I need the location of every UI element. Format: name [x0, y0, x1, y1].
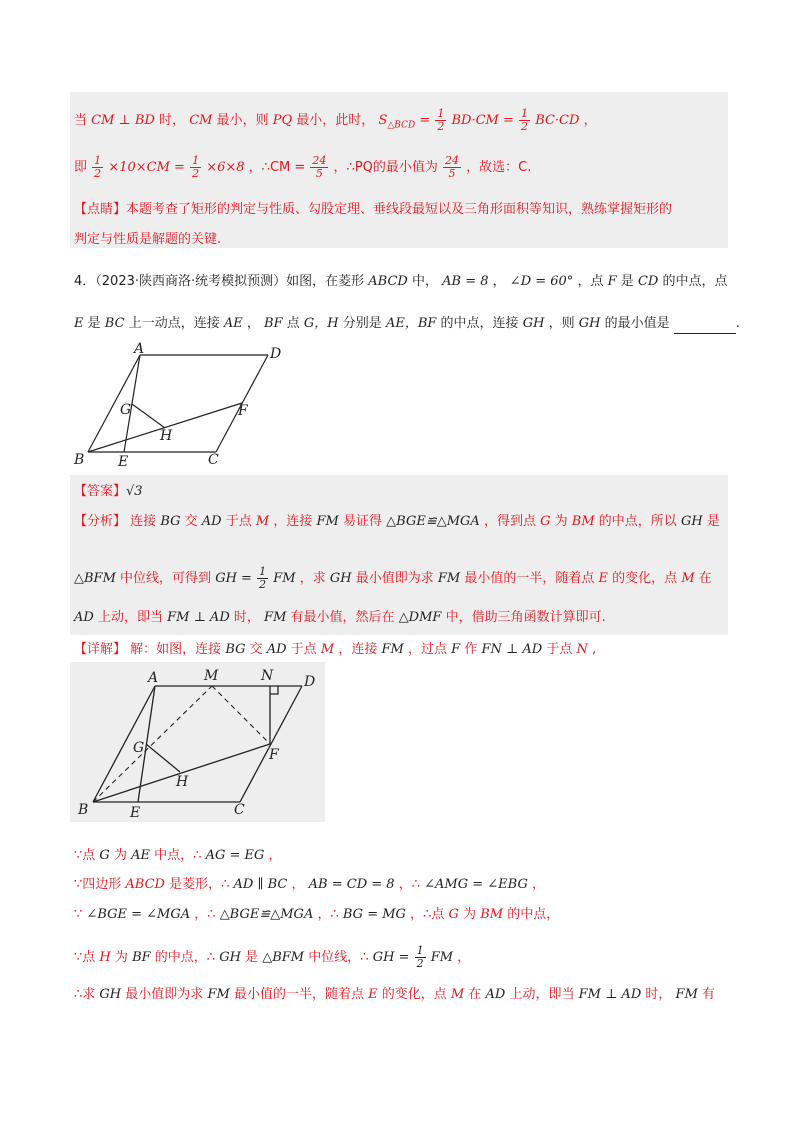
math: FM — [316, 514, 339, 529]
step-line4 — [74, 945, 470, 970]
math: FM — [381, 642, 404, 657]
math: FM — [675, 987, 698, 1002]
question-line1 — [74, 272, 727, 292]
text: , — [592, 642, 597, 657]
text: ， — [246, 316, 260, 331]
label-N: N — [261, 668, 274, 684]
label-H: H — [176, 774, 189, 790]
text: 中位线，∴ — [308, 950, 369, 965]
label-F: F — [238, 403, 248, 419]
text: 作 — [464, 642, 478, 657]
text: 是 — [706, 514, 720, 529]
math: FM — [207, 987, 230, 1002]
math: AG = EG — [205, 848, 265, 863]
math: G — [448, 907, 459, 922]
segment-GH — [132, 404, 165, 428]
text: 为 — [113, 848, 127, 863]
label-E: E — [118, 454, 129, 470]
text: 为 — [554, 514, 568, 529]
label-B: B — [78, 802, 89, 818]
math: ABCD — [125, 877, 165, 892]
math: CM ⊥ BD — [91, 113, 155, 128]
math: G — [99, 848, 110, 863]
text: 点 — [286, 316, 300, 331]
text: ，∴ — [398, 877, 420, 892]
text: 时， — [159, 113, 186, 128]
math: AD — [74, 610, 94, 625]
label-H: H — [160, 428, 173, 444]
text: 上一动点，连接 — [128, 316, 220, 331]
math: BF — [132, 950, 151, 965]
math: BF — [264, 316, 283, 331]
text: ∴求 — [74, 987, 96, 1002]
text: 当 — [74, 113, 88, 128]
text: 为 — [114, 950, 128, 965]
math: GH = — [372, 950, 410, 965]
text: 的变化，点 — [381, 987, 447, 1002]
text: 中点，∴ — [154, 848, 202, 863]
text: 有最小值，然后在 — [290, 610, 395, 625]
text: 连接 — [130, 514, 157, 529]
fraction: $\frac{1}{2}$ — [259, 565, 267, 591]
math: FM — [273, 571, 296, 586]
math: F — [451, 642, 461, 657]
comment-line1: 【点睛】本题考查了矩形的判定与性质、勾股定理、垂线段最短以及三角形面积等知识，熟练掌握矩形的 — [74, 202, 673, 217]
block1-line2 — [74, 155, 531, 180]
text: ，求 — [299, 571, 326, 586]
text: ，连接 — [273, 514, 313, 529]
text: ∵四边形 — [74, 877, 122, 892]
math: BC·CD — [535, 113, 580, 128]
step-line2 — [74, 875, 545, 895]
label-G: G — [133, 740, 145, 756]
analysis-line2 — [74, 566, 712, 591]
math: G，H — [303, 316, 339, 331]
text: 最小值的一半，随着点 — [233, 987, 364, 1002]
text: ， — [457, 950, 471, 965]
text: 即 — [74, 160, 88, 175]
math: BG — [160, 514, 181, 529]
fraction: $\frac{24}{5}$ — [445, 154, 460, 180]
text: 的中点，连接 — [440, 316, 519, 331]
text: 是 — [87, 316, 101, 331]
label-A: A — [134, 341, 145, 357]
label-D: D — [270, 346, 282, 362]
text: ，得到点 — [483, 514, 536, 529]
math: AE — [223, 316, 243, 331]
answer-blank — [674, 319, 736, 334]
math: AD — [201, 514, 222, 529]
text: ，点 — [577, 274, 604, 289]
text: ，故选：C. — [466, 160, 532, 175]
text: 是 — [620, 274, 634, 289]
text: 于点 — [290, 642, 317, 657]
math-subscript: △BCD — [387, 120, 416, 131]
analysis-label: 【分析】 — [74, 514, 127, 529]
math: FM — [437, 571, 461, 586]
text: 的中点，∴ — [154, 950, 216, 965]
text: ，∴PQ的最小值为 — [333, 160, 438, 175]
fraction: $\frac{24}{5}$ — [312, 154, 327, 180]
math: △BFM — [262, 950, 305, 965]
block1-line1 — [74, 108, 597, 136]
math: △BGE≌△MGA — [219, 907, 314, 922]
math: ∠BGE = ∠MGA — [86, 907, 191, 922]
label-C: C — [234, 802, 245, 818]
math: GH — [99, 987, 122, 1002]
math: AD — [266, 642, 287, 657]
label-M: M — [204, 668, 219, 684]
math: E — [74, 316, 84, 331]
text: ∵点 — [74, 848, 96, 863]
rhombus-figure-1 — [70, 340, 290, 470]
text: ， — [583, 113, 597, 128]
math: FM ⊥ AD — [578, 987, 642, 1002]
math: BG — [225, 642, 246, 657]
math: F — [607, 274, 617, 289]
fraction: $\frac{1}{2}$ — [94, 154, 102, 180]
math: BD·CM = — [451, 113, 514, 128]
text: 中， — [411, 274, 438, 289]
label-E: E — [130, 805, 141, 821]
text: ， — [291, 877, 305, 892]
math: BG = MG — [342, 907, 406, 922]
text: 在 — [468, 987, 482, 1002]
math: AE — [131, 848, 150, 863]
answer-line — [74, 482, 143, 502]
label-A: A — [148, 670, 159, 686]
math: ×6×8 — [206, 160, 245, 175]
text: 交 — [184, 514, 198, 529]
text: 最小值即为求 — [355, 571, 434, 586]
math: ∠AMG = ∠EBG — [424, 877, 528, 892]
text: ，则 — [548, 316, 575, 331]
text: 解：如图，连接 — [130, 642, 222, 657]
text: 的变化，点 — [612, 571, 678, 586]
text: ，过点 — [408, 642, 448, 657]
text: 最小，则 — [216, 113, 269, 128]
text: 最小，此时， — [296, 113, 375, 128]
text: ∵点 — [74, 950, 96, 965]
text: 于点 — [546, 642, 573, 657]
math: CM — [189, 113, 213, 128]
math: GH — [578, 316, 601, 331]
text: 易证得 — [343, 514, 383, 529]
rhombus-figure-2 — [70, 662, 325, 822]
math: BC — [104, 316, 125, 331]
math: FM — [430, 950, 454, 965]
detail-line — [74, 640, 596, 660]
text: ， — [268, 848, 282, 863]
math: AD — [485, 987, 506, 1002]
label-F: F — [269, 747, 279, 763]
text: 在 — [698, 571, 712, 586]
math: S — [378, 113, 388, 128]
math: FM ⊥ AD — [167, 610, 230, 625]
text: 上动，即当 — [97, 610, 163, 625]
analysis-line1 — [74, 512, 720, 532]
math: AB = CD = 8 — [308, 877, 395, 892]
math: ABCD — [368, 274, 408, 289]
math: FN ⊥ AD — [481, 642, 543, 657]
math: M — [255, 514, 270, 529]
text: 上动，即当 — [509, 987, 575, 1002]
text: 的中点，点 — [662, 274, 728, 289]
math: AD ∥ BC — [233, 877, 288, 892]
text: 是菱形，∴ — [169, 877, 230, 892]
text: 中位线，可得到 — [120, 571, 212, 586]
math: PQ — [272, 113, 293, 128]
step-line3 — [74, 905, 559, 925]
comment-line2: 判定与性质是解题的关键. — [74, 232, 222, 247]
math: AB = 8 — [442, 274, 489, 289]
text: 交 — [249, 642, 263, 657]
text: 的中点， — [507, 907, 560, 922]
text: 4．（2023·陕西商洛·统考模拟预测）如图，在菱形 — [74, 274, 365, 289]
text: ，∴CM = — [248, 160, 306, 175]
question-line2 — [74, 314, 740, 334]
math: E — [368, 987, 378, 1002]
fraction: $\frac{1}{2}$ — [192, 154, 200, 180]
math: GH — [680, 514, 703, 529]
text: 最小值的一半，随着点 — [464, 571, 595, 586]
text: 分别是 — [342, 316, 382, 331]
text: 中，借助三角函数计算即可. — [445, 610, 606, 625]
math: △DMF — [398, 610, 442, 625]
text: 是 — [245, 950, 259, 965]
fraction: $\frac{1}{2}$ — [416, 944, 424, 970]
step-line1 — [74, 846, 282, 866]
math: ×10×CM = — [108, 160, 185, 175]
math: M — [320, 642, 335, 657]
fraction: $\frac{1}{2}$ — [437, 107, 445, 133]
math: GH — [329, 571, 352, 586]
math: △BFM — [74, 571, 116, 586]
math: N — [576, 642, 588, 657]
math: ∠D = 60° — [509, 274, 574, 289]
text: ， — [492, 274, 506, 289]
detail-label: 【详解】 — [74, 642, 127, 657]
math: BM — [571, 514, 595, 529]
label-C: C — [208, 452, 219, 468]
text: ，∴ — [317, 907, 339, 922]
math: FM — [264, 610, 287, 625]
analysis-line3 — [74, 608, 606, 628]
text: ，连接 — [338, 642, 378, 657]
math: M — [450, 987, 465, 1002]
text: ， — [531, 877, 545, 892]
math: GH — [219, 950, 241, 965]
answer-label: 【答案】 — [74, 484, 127, 499]
text: . — [735, 316, 740, 331]
math: E — [598, 571, 609, 586]
text: 于点 — [225, 514, 252, 529]
text: 的中点，所以 — [598, 514, 677, 529]
text: ，∴点 — [410, 907, 445, 922]
math: CD — [637, 274, 659, 289]
text: ∵ — [74, 907, 83, 922]
label-G: G — [120, 402, 132, 418]
label-B: B — [74, 452, 85, 468]
text: 的最小值是 — [604, 316, 670, 331]
text: 时， — [645, 987, 672, 1002]
math: BM — [480, 907, 504, 922]
math: GH = — [215, 571, 252, 586]
text: 有 — [702, 987, 716, 1002]
text: 最小值即为求 — [125, 987, 204, 1002]
answer-value: √3 — [126, 484, 143, 499]
step-line5 — [74, 985, 715, 1005]
text: 为 — [463, 907, 477, 922]
math: G — [540, 514, 551, 529]
math: △BGE≌△MGA — [386, 514, 480, 529]
text: 时， — [233, 610, 260, 625]
math: GH — [522, 316, 545, 331]
math: H — [99, 950, 111, 965]
fraction: $\frac{1}{2}$ — [521, 107, 529, 133]
math: M — [681, 571, 695, 586]
math: = — [419, 113, 431, 128]
label-D: D — [304, 674, 316, 690]
text: ，∴ — [194, 907, 216, 922]
math: AE，BF — [385, 316, 437, 331]
